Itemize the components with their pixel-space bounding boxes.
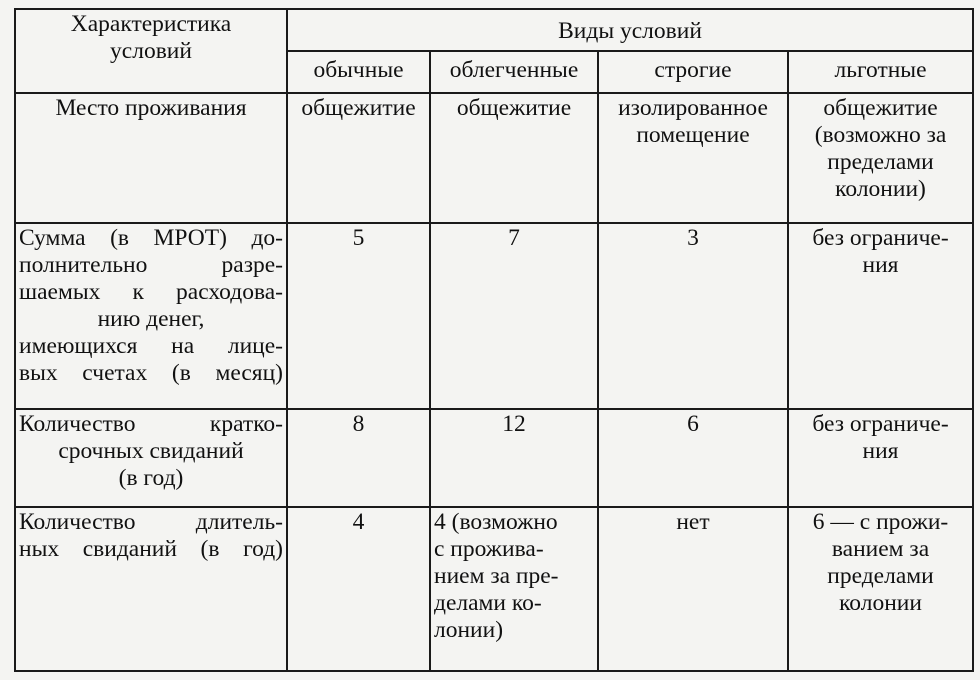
conditions-table bbox=[14, 8, 974, 672]
row-label-line: вых счетах (в месяц) bbox=[19, 360, 283, 386]
column-header-strict: строгие bbox=[598, 51, 788, 93]
cell-line: 8 bbox=[352, 411, 365, 437]
row-label-money-sum bbox=[15, 223, 287, 409]
cell-money-ordinary bbox=[287, 223, 430, 409]
cell-money-strict bbox=[598, 223, 788, 409]
cell-line: без ограниче- bbox=[812, 411, 949, 437]
table-row bbox=[15, 507, 973, 671]
cell-short-light bbox=[430, 409, 598, 507]
row-label-line: шаемых к расходова- bbox=[19, 279, 283, 305]
header-characteristic-line: Характеристика bbox=[70, 11, 232, 37]
cell-line: ния bbox=[862, 438, 899, 464]
row-label-line: полнительно разре- bbox=[19, 252, 283, 278]
row-label-line: Место проживания bbox=[55, 95, 247, 121]
cell-long-ordinary bbox=[287, 507, 430, 671]
cell-line: с прожива- bbox=[434, 536, 544, 562]
cell-line: 7 bbox=[508, 225, 520, 251]
cell-long-strict bbox=[598, 507, 788, 671]
cell-line: колонии) bbox=[835, 176, 926, 202]
cell-line: помещение bbox=[636, 122, 750, 148]
cell-line: изолированное bbox=[618, 95, 768, 121]
row-label-residence bbox=[15, 93, 287, 223]
cell-line: общежитие bbox=[456, 95, 572, 121]
cell-line: нием за пре- bbox=[434, 563, 559, 589]
header-types-cell bbox=[287, 9, 973, 51]
cell-line: 12 bbox=[502, 411, 526, 437]
header-types-label: Виды условий bbox=[558, 18, 702, 44]
row-label-line: Сумма (в МРОТ) до- bbox=[19, 225, 283, 251]
cell-long-light bbox=[430, 507, 598, 671]
cell-line: ванием за bbox=[831, 536, 930, 562]
column-header-preferential: льготные bbox=[788, 51, 973, 93]
cell-line: пределами bbox=[827, 563, 934, 589]
cell-line: 3 bbox=[687, 225, 699, 251]
cell-line: (возможно за bbox=[814, 122, 947, 148]
cell-short-preferential bbox=[788, 409, 973, 507]
row-label-line: Количество кратко- bbox=[19, 411, 283, 437]
row-label-short-visits bbox=[15, 409, 287, 507]
cell-line: нет bbox=[676, 509, 710, 535]
cell-line: колонии bbox=[839, 590, 922, 616]
cell-line: ния bbox=[862, 252, 899, 278]
cell-residence-light bbox=[430, 93, 598, 223]
cell-residence-ordinary bbox=[287, 93, 430, 223]
cell-line: 5 bbox=[352, 225, 365, 251]
cell-line: без ограниче- bbox=[812, 225, 949, 251]
row-label-line: (в год) bbox=[118, 465, 184, 491]
cell-line: пределами bbox=[827, 149, 934, 175]
cell-line: 6 bbox=[687, 411, 699, 437]
row-label-long-visits bbox=[15, 507, 287, 671]
row-label-line: ных свиданий (в год) bbox=[19, 536, 283, 562]
cell-long-preferential bbox=[788, 507, 973, 671]
cell-line: лонии) bbox=[434, 617, 504, 643]
row-label-line: имеющихся на лице- bbox=[19, 333, 283, 359]
column-header-ordinary: обычные bbox=[287, 51, 430, 93]
cell-money-light bbox=[430, 223, 598, 409]
table-row bbox=[15, 223, 973, 409]
cell-residence-preferential bbox=[788, 93, 973, 223]
row-label-line: Количество длитель- bbox=[19, 509, 283, 535]
cell-line: делами ко- bbox=[434, 590, 542, 616]
cell-line: 4 (возможно bbox=[434, 509, 558, 535]
cell-short-ordinary bbox=[287, 409, 430, 507]
table-row bbox=[15, 93, 973, 223]
header-characteristic-line: условий bbox=[110, 38, 192, 64]
cell-short-strict bbox=[598, 409, 788, 507]
row-label-line: срочных свиданий bbox=[58, 438, 244, 464]
column-header-light: облегченные bbox=[430, 51, 598, 93]
cell-line: общежитие bbox=[823, 95, 938, 121]
header-characteristic-cell bbox=[15, 9, 287, 93]
cell-residence-strict bbox=[598, 93, 788, 223]
cell-line: 4 bbox=[352, 509, 365, 535]
cell-line: 6 — с прожи- bbox=[812, 509, 949, 535]
cell-line: общежитие bbox=[301, 95, 416, 121]
cell-money-preferential bbox=[788, 223, 973, 409]
row-label-line: нию денег, bbox=[97, 306, 205, 332]
table-row bbox=[15, 409, 973, 507]
